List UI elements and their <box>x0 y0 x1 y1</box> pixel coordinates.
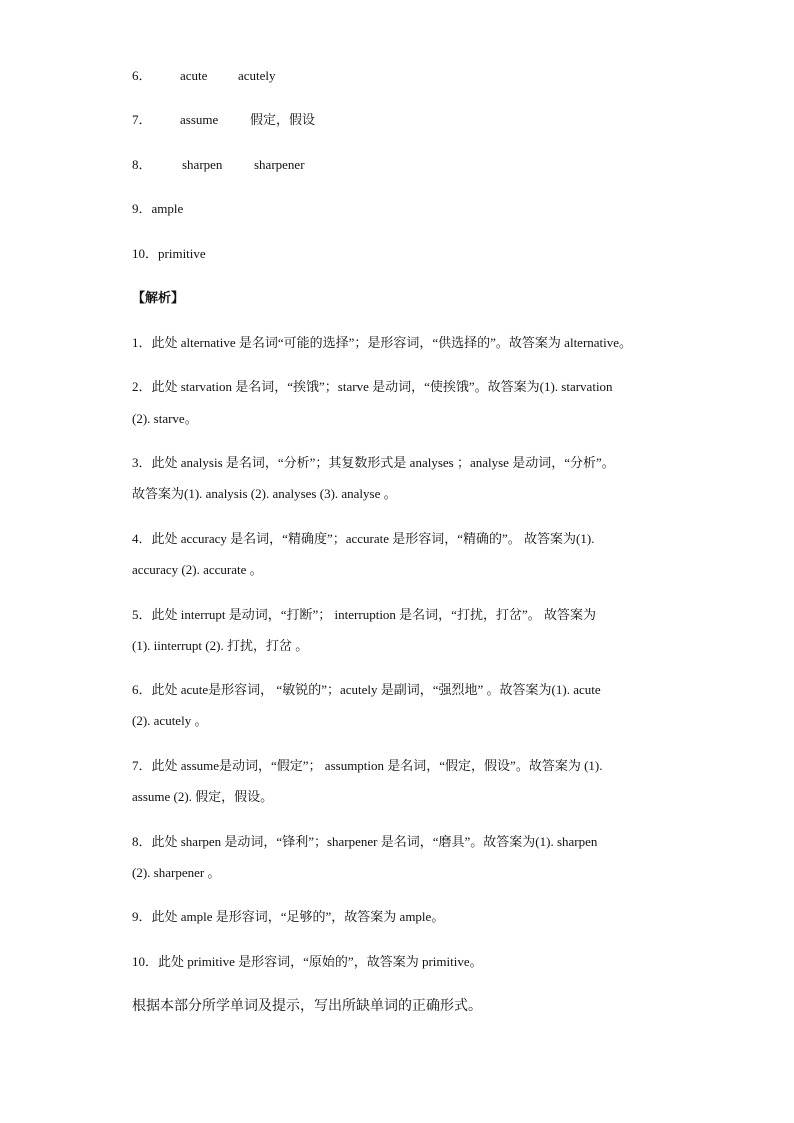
explanation-8: 8．此处 sharpen 是动词，“锋利”；sharpener 是名词，“磨具”。故答案为(1). sharpen <box>132 834 598 849</box>
explanation-2-cont: (2). starve。 <box>132 411 198 426</box>
answer-word-a: primitive <box>158 246 206 261</box>
explanation-10: 10．此处 primitive 是形容词，“原始的”，故答案为 primitive。 <box>132 954 483 969</box>
answer-number: 8． <box>132 157 152 172</box>
explanation-3-cont: 故答案为(1). analysis (2). analyses (3). analyse 。 <box>132 486 397 501</box>
answer-word-a: sharpen <box>182 157 223 172</box>
explanation-8-cont: (2). sharpener 。 <box>132 865 221 880</box>
answer-word-b: sharpener <box>254 157 305 172</box>
answer-line-7 <box>132 111 315 129</box>
answer-line-8 <box>132 156 305 174</box>
answer-number: 7． <box>132 112 152 127</box>
section-heading: 【解析】 <box>132 290 185 305</box>
explanation-5: 5．此处 interrupt 是动词，“打断”； interruption 是名词，“打扰，打岔”。 故答案为 <box>132 607 596 622</box>
answer-line-9 <box>132 200 183 218</box>
explanation-6: 6．此处 acute是形容词， “敏锐的”；acutely 是副词，“强烈地” 。故答案为(1). acute <box>132 682 601 697</box>
explanation-1: 1．此处 alternative 是名词“可能的选择”；是形容词，“供选择的”。故答案为 alternative。 <box>132 335 633 350</box>
answer-word-a: assume <box>180 112 219 127</box>
explanation-6-cont: (2). acutely 。 <box>132 713 208 728</box>
explanation-7-cont: assume (2). 假定，假设。 <box>132 789 274 804</box>
instruction-text: 根据本部分所学单词及提示，写出所缺单词的正确形式。 <box>132 999 482 1014</box>
explanation-4: 4．此处 accuracy 是名词，“精确度”；accurate 是形容词，“精确的”。 故答案为(1). <box>132 531 595 546</box>
answer-word-b: acutely <box>238 68 276 83</box>
explanation-4-cont: accuracy (2). accurate 。 <box>132 562 263 577</box>
explanation-7: 7．此处 assume是动词，“假定”； assumption 是名词，“假定，假设”。故答案为 (1). <box>132 758 603 773</box>
answer-word-b: 假定，假设 <box>250 112 316 127</box>
explanation-2: 2．此处 starvation 是名词，“挨饿”；starve 是动词，“使挨饿”。故答案为(1). starvation <box>132 379 613 394</box>
answer-line-6 <box>132 67 276 85</box>
explanation-3: 3．此处 analysis 是名词，“分析”；其复数形式是 analyses ；analyse 是动词，“分析”。 <box>132 455 615 470</box>
answer-number: 10． <box>132 246 159 261</box>
answer-number: 6． <box>132 68 152 83</box>
answer-number: 9． <box>132 201 152 216</box>
answer-line-10 <box>132 245 206 263</box>
explanation-9: 9．此处 ample 是形容词，“足够的”，故答案为 ample。 <box>132 909 445 924</box>
answer-word-a: ample <box>151 201 184 216</box>
explanation-5-cont: (1). iinterrupt (2). 打扰，打岔 。 <box>132 638 309 653</box>
answer-word-a: acute <box>180 68 208 83</box>
